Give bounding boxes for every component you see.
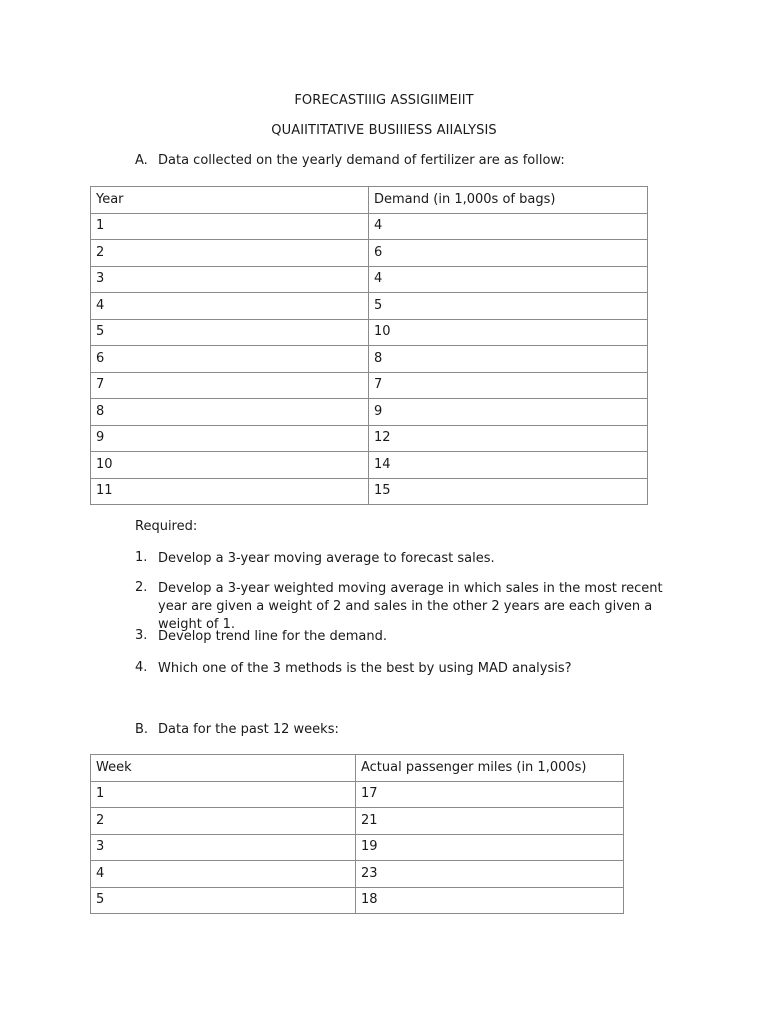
- table-row: [91, 452, 648, 479]
- section-a-intro: Data collected on the yearly demand of fertilizer are as follow:: [158, 153, 565, 168]
- section-a-marker: A.: [135, 153, 148, 168]
- table-row: [91, 834, 624, 861]
- table-row: [91, 887, 624, 914]
- question-text: Develop a 3-year moving average to forecast sales.: [158, 551, 495, 566]
- miles-cell: 23: [356, 861, 624, 888]
- demand-cell: 14: [369, 452, 648, 479]
- table-row: [91, 372, 648, 399]
- demand-cell: 4: [369, 266, 648, 293]
- table-row: [91, 861, 624, 888]
- year-cell: 3: [91, 266, 369, 293]
- demand-cell: 6: [369, 240, 648, 267]
- table-row: [91, 425, 648, 452]
- passenger-miles-table: [90, 754, 624, 914]
- demand-cell: 5: [369, 293, 648, 320]
- demand-cell: 8: [369, 346, 648, 373]
- year-cell: 8: [91, 399, 369, 426]
- table-row: [91, 808, 624, 835]
- week-cell: 2: [91, 808, 356, 835]
- question-number: 2.: [135, 580, 148, 595]
- section-b-intro: Data for the past 12 weeks:: [158, 722, 339, 737]
- miles-cell: 21: [356, 808, 624, 835]
- table-row: [91, 399, 648, 426]
- year-cell: 2: [91, 240, 369, 267]
- demand-cell: 7: [369, 372, 648, 399]
- column-header-year: Year: [91, 187, 369, 214]
- week-cell: 1: [91, 781, 356, 808]
- section-b-marker: B.: [135, 722, 149, 737]
- table-row: [91, 346, 648, 373]
- question-text: Which one of the 3 methods is the best by using MAD analysis?: [158, 661, 572, 676]
- table-row: [91, 266, 648, 293]
- table-row: [91, 240, 648, 267]
- fertilizer-demand-table: [90, 186, 648, 505]
- table-row: [91, 293, 648, 320]
- year-cell: 9: [91, 425, 369, 452]
- year-cell: 1: [91, 213, 369, 240]
- table-header-row: [91, 187, 648, 214]
- demand-cell: 10: [369, 319, 648, 346]
- table-row: [91, 781, 624, 808]
- demand-cell: 15: [369, 478, 648, 505]
- week-cell: 3: [91, 834, 356, 861]
- question-number: 3.: [135, 628, 148, 643]
- miles-cell: 17: [356, 781, 624, 808]
- demand-cell: 12: [369, 425, 648, 452]
- table-row: [91, 319, 648, 346]
- question-number: 4.: [135, 660, 148, 675]
- year-cell: 10: [91, 452, 369, 479]
- year-cell: 11: [91, 478, 369, 505]
- demand-cell: 4: [369, 213, 648, 240]
- year-cell: 4: [91, 293, 369, 320]
- demand-cell: 9: [369, 399, 648, 426]
- week-cell: 5: [91, 887, 356, 914]
- document-subtitle: QUAIITITATIVE BUSIIIESS AIIALYSIS: [271, 123, 497, 138]
- question-text: Develop a 3-year weighted moving average in which sales in the most recent year are given a weight of 2 and sales in the other 2 years are each given a weight of 1.: [158, 581, 663, 632]
- column-header-demand: Demand (in 1,000s of bags): [369, 187, 648, 214]
- document-title: FORECASTIIIG ASSIGIIMEIIT: [294, 93, 474, 108]
- miles-cell: 19: [356, 834, 624, 861]
- table-header-row: [91, 755, 624, 782]
- question-text: Develop trend line for the demand.: [158, 629, 387, 644]
- required-label: Required:: [135, 519, 198, 534]
- year-cell: 6: [91, 346, 369, 373]
- miles-cell: 18: [356, 887, 624, 914]
- column-header-week: Week: [91, 755, 356, 782]
- column-header-passenger-miles: Actual passenger miles (in 1,000s): [356, 755, 624, 782]
- table-row: [91, 478, 648, 505]
- table-row: [91, 213, 648, 240]
- year-cell: 7: [91, 372, 369, 399]
- year-cell: 5: [91, 319, 369, 346]
- week-cell: 4: [91, 861, 356, 888]
- question-number: 1.: [135, 550, 148, 565]
